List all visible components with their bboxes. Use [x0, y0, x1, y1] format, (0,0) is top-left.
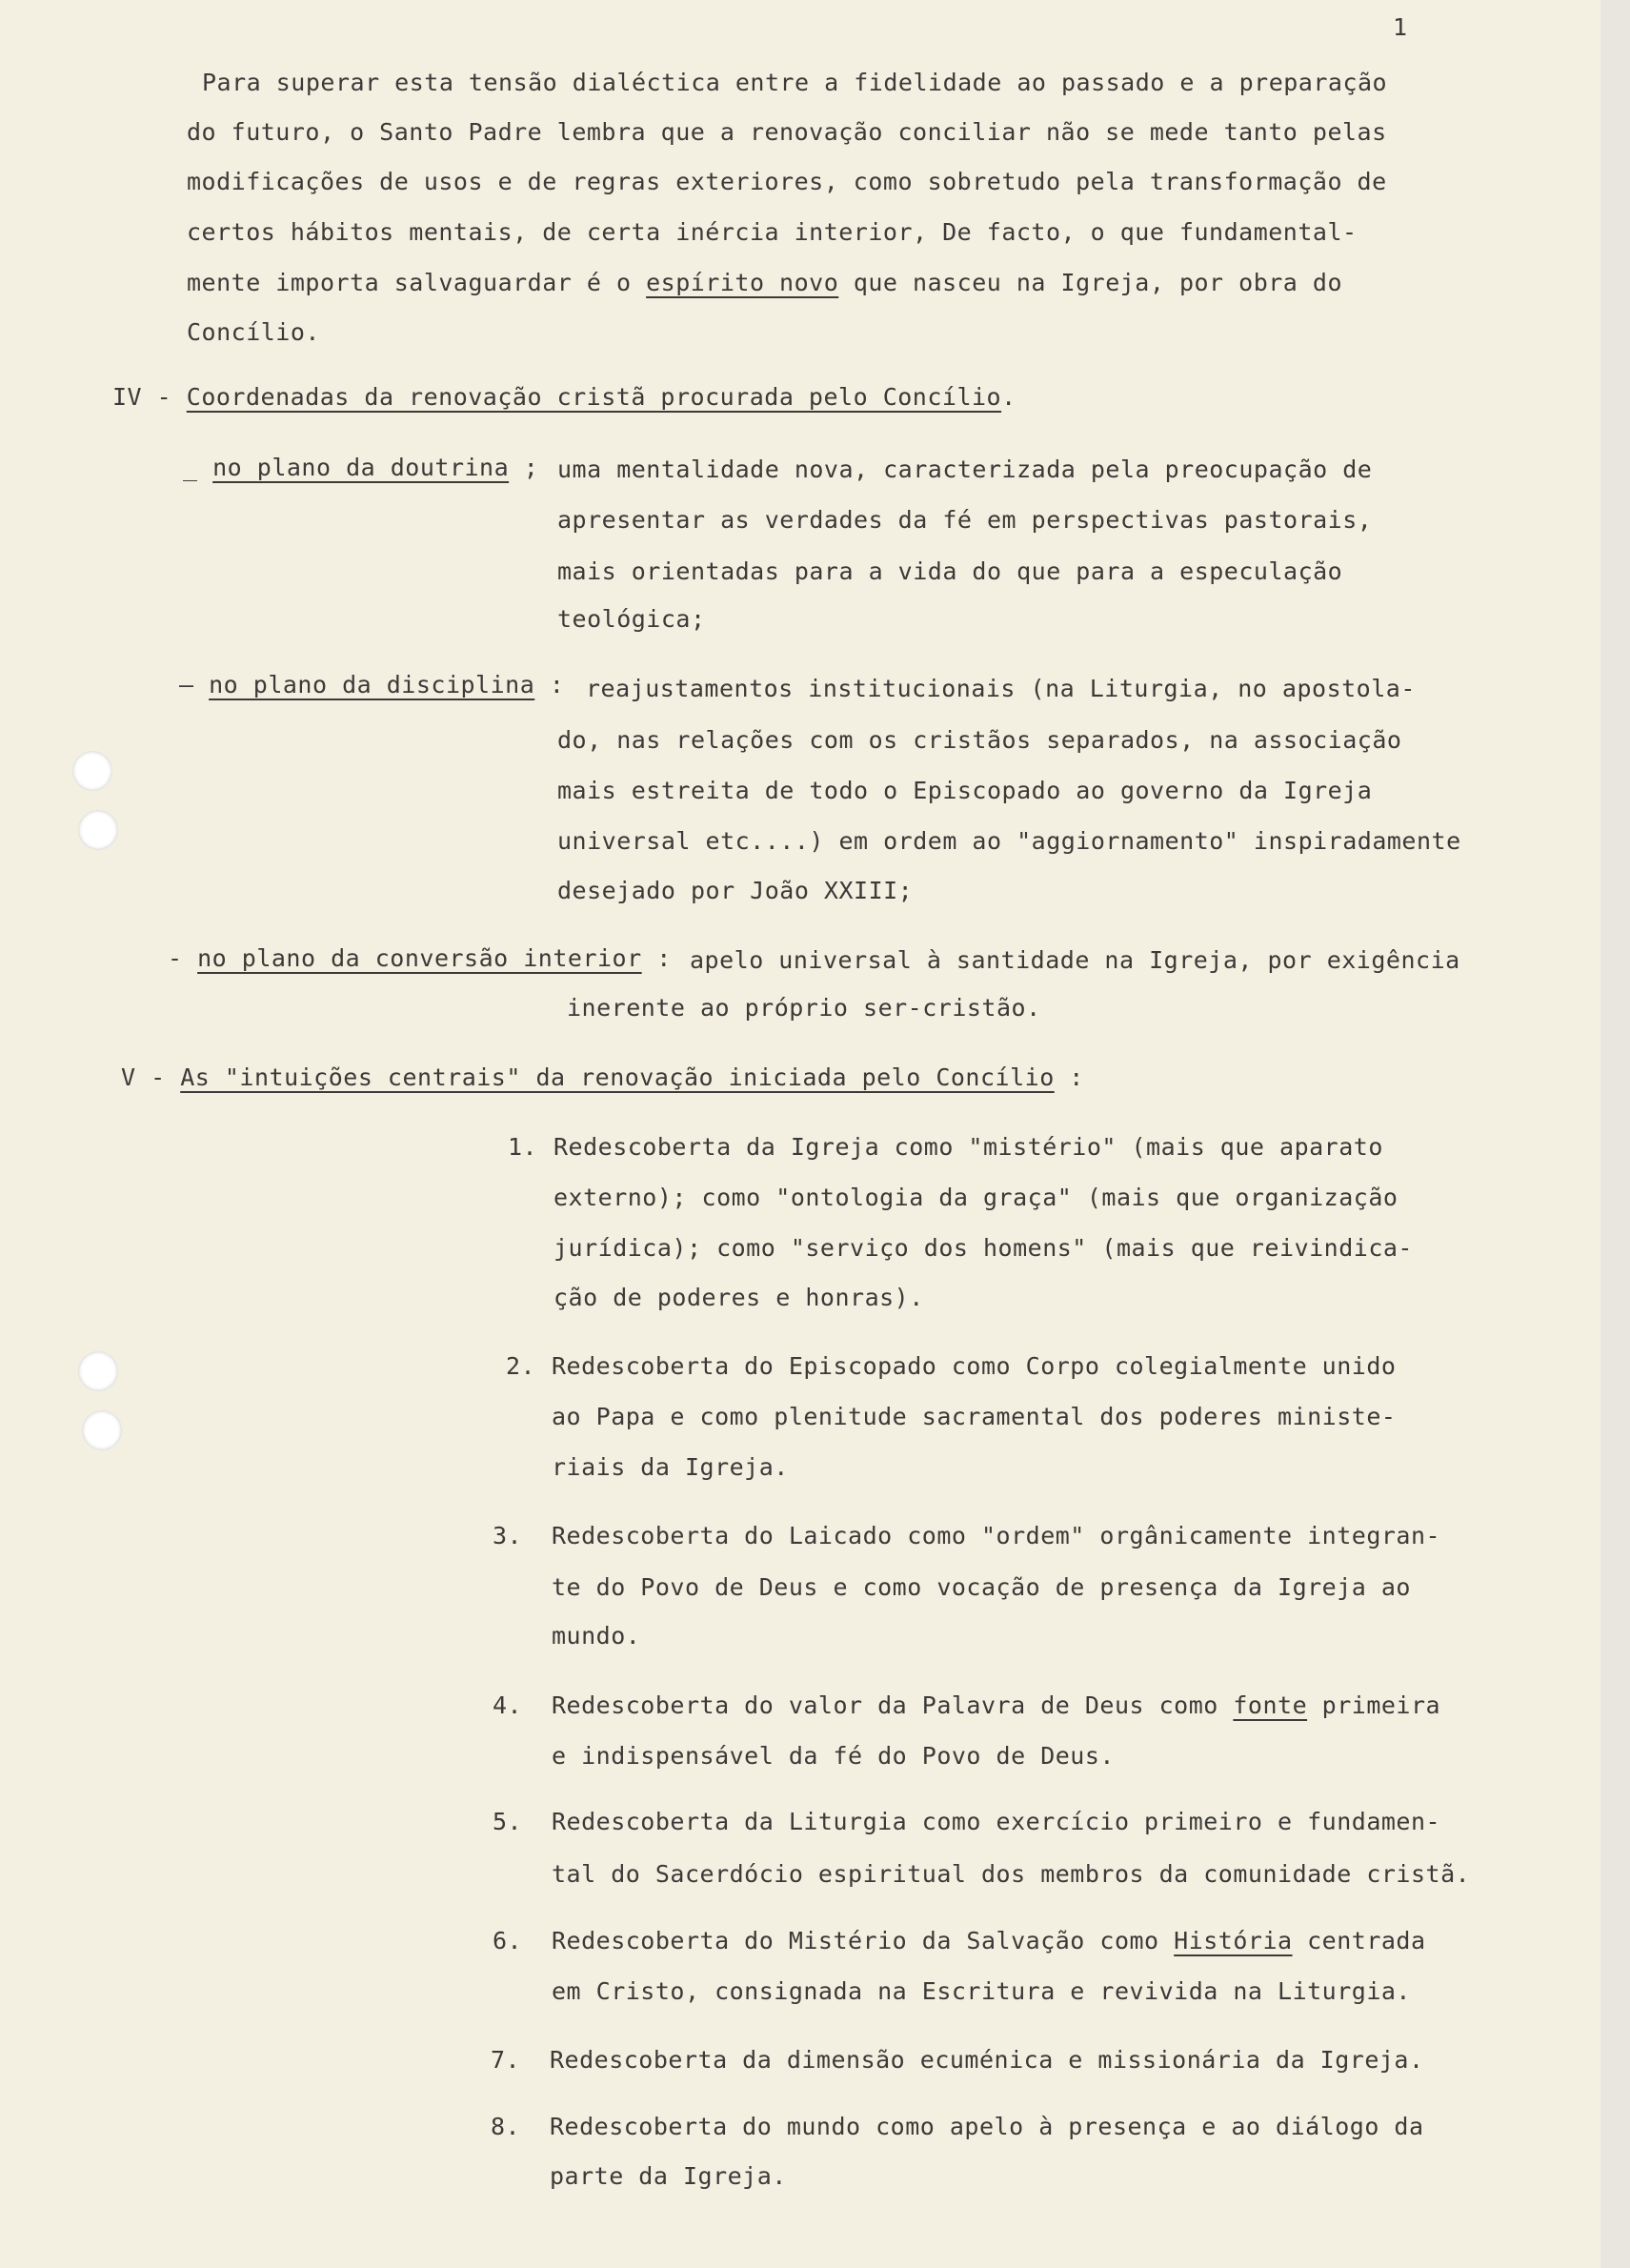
item-doutrina-line: teológica; [557, 605, 706, 633]
item-disciplina-line: desejado por João XXIII; [557, 877, 914, 904]
item-separator: : [656, 944, 672, 972]
list-item-line: te do Povo de Deus e como vocação de presença da Igreja ao [552, 1573, 1411, 1601]
list-number: 2. [506, 1352, 536, 1380]
item-dash: - [168, 944, 183, 972]
list-item-line: Redescoberta do Laicado como "ordem" orgânicamente integran- [552, 1522, 1441, 1549]
section-title-end: . [1001, 383, 1016, 411]
list-item-line: ção de poderes e honras). [553, 1284, 924, 1311]
intro-line: certos hábitos mentais, de certa inércia interior, De facto, o que fundamental- [187, 218, 1358, 246]
section-title: Coordenadas da renovação cristã procurada pelo Concílio [186, 383, 1002, 411]
section-title-end: : [1054, 1063, 1084, 1091]
intro-line: Concílio. [187, 318, 320, 346]
item-label: no plano da conversão interior [197, 944, 642, 972]
list-item-line [552, 1691, 1440, 1720]
list-item-line: jurídica); como "serviço dos homens" (mais que reivindica- [553, 1234, 1413, 1262]
section-title: As "intuições centrais" da renovação iniciada pelo Concílio [180, 1063, 1055, 1091]
item-disciplina-line: mais estreita de todo o Episcopado ao governo da Igreja [557, 777, 1373, 804]
item-conversao-line: inerente ao próprio ser-cristão. [567, 994, 1041, 1022]
list-item-line: tal do Sacerdócio espiritual dos membros da comunidade cristã. [552, 1860, 1471, 1888]
list-number: 6. [493, 1927, 523, 1954]
list-item-text: centrada [1292, 1927, 1426, 1954]
item-dash: _ [183, 454, 198, 481]
list-item-line: Redescoberta do mundo como apelo à presença e ao diálogo da [550, 2113, 1424, 2140]
item-conversao-line: apelo universal à santidade na Igreja, por exigência [690, 946, 1460, 974]
list-item-text: Redescoberta do Mistério da Salvação como [552, 1927, 1175, 1954]
emphasis-fonte: fonte [1233, 1691, 1308, 1719]
item-label: no plano da doutrina [212, 454, 510, 481]
emphasis-historia: História [1174, 1927, 1293, 1954]
list-number: 1. [508, 1133, 538, 1161]
item-disciplina-line: reajustamentos institucionais (na Liturgia, no apostola- [586, 675, 1416, 702]
punch-hole [78, 1351, 118, 1391]
emphasis-espirito-novo: espírito novo [646, 269, 839, 296]
list-item-line: mundo. [552, 1622, 641, 1650]
item-conversao-head [168, 944, 672, 973]
list-item-line: Redescoberta da Liturgia como exercício primeiro e fundamen- [552, 1808, 1441, 1835]
item-separator: : [549, 671, 565, 699]
item-doutrina-line: apresentar as verdades da fé em perspectivas pastorais, [557, 506, 1373, 534]
item-disciplina-head [179, 671, 564, 699]
list-item-line: externo); como "ontologia da graça" (mais que organização [553, 1184, 1399, 1211]
list-item-line: riais da Igreja. [552, 1453, 789, 1481]
list-item-line: e indispensável da fé do Povo de Deus. [552, 1742, 1115, 1770]
list-number: 4. [493, 1691, 523, 1719]
section-numeral: IV - [112, 383, 172, 411]
list-number: 7. [491, 2046, 521, 2074]
list-item-line: ao Papa e como plenitude sacramental dos poderes ministe- [552, 1403, 1397, 1430]
item-doutrina-head [183, 454, 538, 482]
list-item-line: em Cristo, consignada na Escritura e revivida na Liturgia. [552, 1977, 1411, 2005]
list-number: 8. [491, 2113, 521, 2140]
list-item-line [552, 1927, 1426, 1955]
intro-text: mente importa salvaguardar é o [187, 269, 647, 296]
intro-line: modificações de usos e de regras exteriores, como sobretudo pela transformação de [187, 168, 1387, 195]
intro-text: que nasceu na Igreja, por obra do [838, 269, 1343, 296]
item-doutrina-line: mais orientadas para a vida do que para a especulação [557, 557, 1343, 585]
intro-line: do futuro, o Santo Padre lembra que a renovação conciliar não se mede tanto pelas [187, 118, 1387, 146]
item-separator: ; [523, 454, 539, 481]
list-item-text: primeira [1307, 1691, 1441, 1719]
punch-hole [78, 810, 118, 850]
list-item-line: Redescoberta da dimensão ecuménica e missionária da Igreja. [550, 2046, 1424, 2074]
list-number: 5. [493, 1808, 523, 1835]
intro-line [187, 269, 1342, 297]
list-item-line: Redescoberta do Episcopado como Corpo colegialmente unido [552, 1352, 1397, 1380]
punch-hole [72, 751, 112, 791]
list-item-line: parte da Igreja. [550, 2162, 787, 2190]
item-label: no plano da disciplina [209, 671, 535, 699]
item-disciplina-line: do, nas relações com os cristãos separados, na associação [557, 726, 1402, 754]
item-doutrina-line: uma mentalidade nova, caracterizada pela preocupação de [557, 456, 1373, 483]
punch-hole [82, 1410, 122, 1450]
list-number: 3. [493, 1522, 523, 1549]
section-iv-heading [112, 383, 1016, 412]
item-dash: — [179, 671, 194, 699]
page-number: 1 [1393, 13, 1408, 41]
list-item-text: Redescoberta do valor da Palavra de Deus como [552, 1691, 1234, 1719]
section-numeral: V - [121, 1063, 166, 1091]
section-v-heading [121, 1063, 1084, 1092]
intro-line: Para superar esta tensão dialéctica entre a fidelidade ao passado e a preparação [202, 69, 1388, 96]
list-item-line: Redescoberta da Igreja como "mistério" (mais que aparato [553, 1133, 1383, 1161]
item-disciplina-line: universal etc....) em ordem ao "aggiornamento" inspiradamente [557, 827, 1461, 855]
